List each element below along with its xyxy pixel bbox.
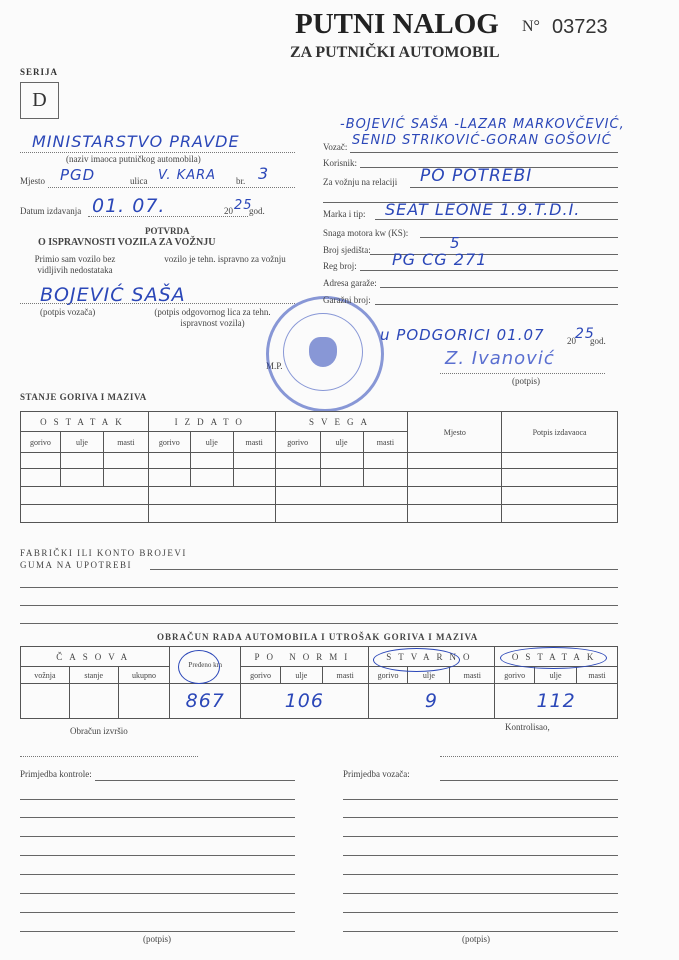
mjesto-label: Mjesto — [20, 176, 46, 186]
writing-line — [20, 817, 295, 818]
writing-line — [95, 780, 295, 781]
god-label: god. — [249, 206, 265, 216]
sub-ukupno: ukupno — [118, 667, 170, 684]
fuel-table — [20, 411, 618, 523]
sub-masti: masti — [233, 432, 275, 453]
official-stamp — [266, 296, 384, 412]
document-title: PUTNI NALOG — [295, 8, 499, 40]
kontrolisao-label: Kontrolisao, — [505, 722, 550, 732]
ostatak-gorivo-value: 112 — [495, 684, 618, 719]
col-stvarno: STVARNO — [368, 647, 495, 667]
document-number: 03723 — [552, 16, 608, 38]
norm-gorivo-value: 106 — [241, 684, 368, 719]
col-po-normi: PO NORMI — [241, 647, 368, 667]
marka-value: SEAT LEONE 1.9.T.D.I. — [385, 200, 581, 219]
handwritten-circle — [500, 647, 607, 669]
adresa-label: Adresa garaže: — [323, 278, 377, 288]
mp-label: M.P. — [266, 361, 283, 371]
writing-line — [20, 893, 295, 894]
drivers-line1: -BOJEVIĆ SAŠA -LAZAR MARKOVČEVIĆ, — [340, 117, 625, 132]
serija-label: SERIJA — [20, 67, 59, 77]
sub-gorivo: gorivo — [368, 667, 408, 684]
tires-label-1: FABRIČKI ILI KONTO BROJEVI — [20, 548, 187, 558]
relacija-label: Za vožnju na relaciji — [323, 177, 398, 187]
col-mjesto: Mjesto — [408, 412, 502, 453]
right-year-prefix: 20 — [567, 336, 576, 346]
coat-of-arms-icon — [309, 337, 337, 367]
writing-line — [20, 931, 295, 932]
writing-line — [343, 855, 618, 856]
owner-caption: (naziv imaoca putničkog automobila) — [66, 154, 201, 164]
sub-ulje: ulje — [408, 667, 450, 684]
col-ostatak: OSTATAK — [21, 412, 149, 432]
reg-value: PG CG 271 — [392, 250, 488, 269]
handwritten-circle — [178, 650, 220, 684]
writing-line — [343, 836, 618, 837]
vozac-potpis-caption: (potpis) — [462, 934, 490, 944]
snaga-label: Snaga motora kw (KS): — [323, 228, 409, 238]
ulica-label: ulica — [130, 176, 148, 186]
br-label: br. — [236, 176, 246, 186]
fuel-table-title: STANJE GORIVA I MAZIVA — [20, 392, 147, 402]
place-date: u PODGORICI 01.07 — [380, 326, 545, 344]
handwritten-circle — [373, 648, 460, 672]
garazni-label: Garažni broj: — [323, 295, 371, 305]
issuer-signature: Z. Ivanović — [445, 348, 555, 369]
kontrola-potpis-caption: (potpis) — [143, 934, 171, 944]
sub-masti: masti — [450, 667, 495, 684]
writing-line — [20, 874, 295, 875]
sub-masti: masti — [322, 667, 368, 684]
writing-line — [343, 817, 618, 818]
table-row — [21, 684, 618, 719]
col-ostatak: OSTATAK — [495, 647, 618, 667]
sub-masti: masti — [577, 667, 618, 684]
primio-text: Primio sam vozilo bez vidljivih nedostataka — [34, 254, 116, 275]
sub-gorivo: gorivo — [495, 667, 535, 684]
ispravno-text: vozilo je tehn. ispravno za vožnju — [164, 254, 286, 264]
serija-box: D — [20, 82, 59, 119]
issuer-potpis-caption: (potpis) — [512, 376, 540, 386]
potvrda-subtitle: O ISPRAVNOSTI VOZILA ZA VOŽNJU — [38, 237, 216, 248]
writing-line — [20, 836, 295, 837]
sub-masti: masti — [363, 432, 408, 453]
potpis-vozaca-caption: (potpis vozača) — [40, 307, 96, 317]
drivers-line2: SENID STRIKOVIĆ-GORAN GOŠOVIĆ — [352, 133, 612, 148]
sub-ulje: ulje — [320, 432, 363, 453]
writing-line — [20, 855, 295, 856]
br-value: 3 — [258, 164, 270, 183]
writing-line — [343, 874, 618, 875]
potpis-odg-caption: (potpis odgovornog lica za tehn. ispravnost vozila) — [154, 307, 271, 328]
marka-label: Marka i tip: — [323, 209, 366, 219]
ulica-value: V. KARA — [158, 168, 217, 183]
sub-stanje: stanje — [69, 667, 118, 684]
primjedba-kontrole-label: Primjedba kontrole: — [20, 769, 92, 779]
primjedba-vozaca-label: Primjedba vozača: — [343, 769, 410, 779]
writing-line — [343, 912, 618, 913]
relacija-value: PO POTREBI — [420, 166, 533, 186]
obracun-izvrsio-label: Obračun izvršio — [70, 726, 128, 736]
col-casova: ČASOVA — [21, 647, 170, 667]
sub-ulje: ulje — [190, 432, 233, 453]
sub-gorivo: gorivo — [148, 432, 190, 453]
sub-ulje: ulje — [535, 667, 577, 684]
writing-line — [20, 912, 295, 913]
potvrda-title: POTVRDA — [145, 226, 190, 236]
number-prefix: N° — [522, 18, 540, 35]
writing-line — [20, 799, 295, 800]
sub-gorivo: gorivo — [21, 432, 61, 453]
col-izdato: IZDATO — [148, 412, 275, 432]
right-god: god. — [590, 336, 606, 346]
mjesto-value: PGD — [60, 166, 96, 184]
sub-masti: masti — [103, 432, 148, 453]
right-year: 25 — [575, 326, 595, 342]
table-row — [21, 487, 618, 505]
calc-table-title: OBRAČUN RADA AUTOMOBILA I UTROŠAK GORIVA I MAZIVA — [157, 632, 479, 642]
col-svega: SVEGA — [275, 412, 408, 432]
writing-line — [343, 931, 618, 932]
document-subtitle: ZA PUTNIČKI AUTOMOBIL — [290, 44, 500, 61]
sub-voznja: vožnja — [21, 667, 70, 684]
writing-line — [440, 780, 618, 781]
table-row — [21, 505, 618, 523]
year-value: 25 — [234, 198, 253, 213]
sub-ulje: ulje — [60, 432, 103, 453]
writing-line — [343, 893, 618, 894]
owner-name: MINISTARSTVO PRAVDE — [32, 132, 240, 151]
year-prefix: 20 — [224, 206, 233, 216]
tires-label-2: GUMA NA UPOTREBI — [20, 560, 133, 570]
reg-label: Reg broj: — [323, 261, 357, 271]
table-row — [21, 453, 618, 469]
writing-line — [343, 799, 618, 800]
sub-ulje: ulje — [280, 667, 322, 684]
sub-gorivo: gorivo — [241, 667, 281, 684]
sjedista-value: 5 — [450, 234, 461, 252]
datum-label: Datum izdavanja — [20, 206, 82, 216]
sjedista-label: Broj sjedišta: — [323, 245, 371, 255]
col-predeno-km: Pređeno km — [170, 647, 241, 684]
stvarno-gorivo-value: 9 — [368, 684, 495, 719]
datum-value: 01. 07. — [92, 195, 166, 217]
sub-gorivo: gorivo — [275, 432, 320, 453]
km-value: 867 — [170, 684, 241, 719]
table-row — [21, 469, 618, 487]
vozac-label: Vozač: — [323, 142, 348, 152]
col-potpis: Potpis izdavaoca — [502, 412, 618, 453]
driver-signature: BOJEVIĆ SAŠA — [40, 284, 186, 306]
korisnik-label: Korisnik: — [323, 158, 358, 168]
